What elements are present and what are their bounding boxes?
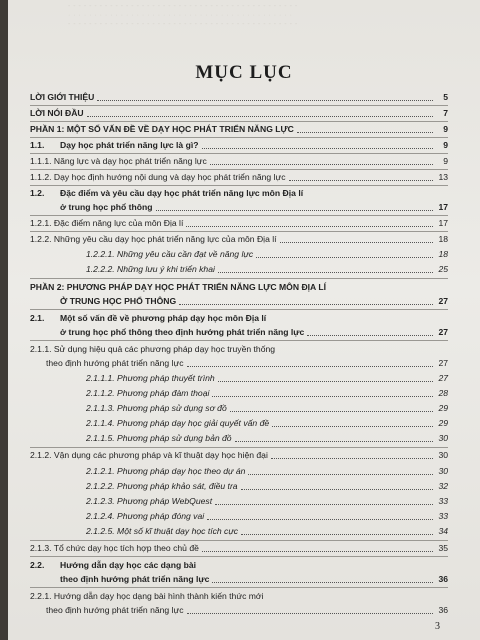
toc-entry-2-1-1-5[interactable] xyxy=(30,433,448,444)
entry-text-cont: theo định hướng phát triển năng lực xyxy=(46,605,184,615)
entry-text: 1.2.2.2. Những lưu ý khi triển khai xyxy=(86,264,215,274)
entry-page: 33 xyxy=(438,511,448,521)
entry-page: 25 xyxy=(438,264,448,274)
entry-text: 2.1.2.3. Phương pháp WebQuest xyxy=(86,496,213,506)
entry-text: Một số vấn đề về phương pháp dạy học môn Địa lí xyxy=(60,313,267,323)
entry-text: 1.2.1. Đặc điểm năng lực của môn Địa lí xyxy=(30,218,184,228)
entry-page: 36 xyxy=(438,605,448,615)
toc-title: MỤC LỤC xyxy=(195,62,293,83)
toc-entry-2-1-2-2[interactable] xyxy=(30,481,448,492)
entry-text: 1.2.2. Những yêu cầu dạy học phát triển năng lực của môn Địa lí xyxy=(30,234,277,244)
entry-text: 1.2.2.1. Những yêu cầu cần đạt về năng lực xyxy=(86,249,254,259)
toc-entry-1-1-2[interactable] xyxy=(30,172,448,183)
toc-entry-2-1-2-5[interactable] xyxy=(30,526,448,537)
toc-entry-loi-gioi-thieu[interactable] xyxy=(30,92,448,103)
toc-entry-2-1-1-2[interactable] xyxy=(30,388,448,399)
toc-entry-2-1-1-1[interactable] xyxy=(30,373,448,384)
page-number: 3 xyxy=(435,621,440,632)
entry-page: 33 xyxy=(438,496,448,506)
entry-page: 34 xyxy=(438,526,448,536)
entry-text: 1.1.2. Dạy học định hướng nội dung và dạy học phát triển năng lực xyxy=(30,172,286,182)
document-page xyxy=(8,0,480,640)
toc-entry-1-2-2-1[interactable] xyxy=(30,249,448,260)
entry-text: 2.1.2.4. Phương pháp đóng vai xyxy=(86,511,205,521)
entry-text: 2.2.1. Hướng dẫn dạy học dạng bài hình thành kiến thức mới xyxy=(30,591,264,601)
entry-text-cont: theo định hướng phát triển năng lực xyxy=(46,358,184,368)
entry-page: 18 xyxy=(438,249,448,259)
toc-entry-1-1-1[interactable] xyxy=(30,156,448,167)
toc-entry-2-2[interactable] xyxy=(30,560,448,585)
entry-text: 2.1.2.5. Một số kĩ thuật dạy học tích cực xyxy=(86,526,239,536)
toc-entry-phan-2[interactable] xyxy=(30,282,448,307)
entry-text: 2.1.1.4. Phương pháp dạy học giải quyết vấn đề xyxy=(86,418,270,428)
entry-text: LỜI NÓI ĐẦU xyxy=(30,108,84,118)
entry-text: 2.1.1.3. Phương pháp sử dụng sơ đồ xyxy=(86,403,227,413)
entry-page: 27 xyxy=(438,327,448,337)
toc-entry-loi-noi-dau[interactable] xyxy=(30,108,448,119)
toc-entry-phan-1[interactable] xyxy=(30,124,448,135)
toc-entry-2-1-2-3[interactable] xyxy=(30,496,448,507)
toc-entry-2-1-1[interactable] xyxy=(30,344,448,369)
entry-number: 2.1. xyxy=(30,313,45,323)
entry-page: 7 xyxy=(443,108,448,118)
toc-entry-2-1-3[interactable] xyxy=(30,543,448,554)
entry-text: Dạy học phát triển năng lực là gì? xyxy=(60,140,199,150)
entry-page: 9 xyxy=(443,156,448,166)
toc-entry-1-2-2-2[interactable] xyxy=(30,264,448,275)
toc-entry-1-2-1[interactable] xyxy=(30,218,448,229)
entry-page: 30 xyxy=(438,433,448,443)
entry-page: 9 xyxy=(443,124,448,134)
toc-entry-1-2[interactable] xyxy=(30,188,448,213)
entry-page: 29 xyxy=(438,418,448,428)
entry-number: 1.2. xyxy=(30,188,45,198)
entry-text: 2.1.2. Vận dụng các phương pháp và kĩ thuật dạy học hiện đại xyxy=(30,450,268,460)
entry-text: Đặc điểm và yêu cầu dạy học phát triển năng lực môn Địa lí xyxy=(60,188,304,198)
entry-page: 30 xyxy=(438,466,448,476)
entry-page: 5 xyxy=(443,92,448,102)
toc-entry-2-1-2-4[interactable] xyxy=(30,511,448,522)
entry-number: 2.2. xyxy=(30,560,45,570)
entry-text-cont: theo định hướng phát triển năng lực xyxy=(60,574,210,584)
toc-entry-2-1-2-1[interactable] xyxy=(30,466,448,477)
entry-page: 32 xyxy=(438,481,448,491)
entry-text: 2.1.1.1. Phương pháp thuyết trình xyxy=(86,373,215,383)
entry-page: 9 xyxy=(443,140,448,150)
entry-text-cont: ở trung học phổ thông xyxy=(60,202,153,212)
entry-page: 28 xyxy=(438,388,448,398)
toc-entry-2-1-2[interactable] xyxy=(30,450,448,461)
entry-text: 2.1.1.2. Phương pháp đàm thoại xyxy=(86,388,210,398)
entry-page: 29 xyxy=(438,403,448,413)
entry-text: 2.1.3. Tổ chức dạy học tích hợp theo chủ đề xyxy=(30,543,199,553)
entry-text: LỜI GIỚI THIỆU xyxy=(30,92,95,102)
entry-text: 2.1.2.1. Phương pháp dạy học theo dự án xyxy=(86,466,246,476)
entry-page: 18 xyxy=(438,234,448,244)
toc-entry-1-2-2[interactable] xyxy=(30,234,448,245)
toc-entry-1-1[interactable] xyxy=(30,140,448,151)
entry-text: PHẦN 1: MỘT SỐ VẤN ĐỀ VỀ DẠY HỌC PHÁT TRIỂN NĂNG LỰC xyxy=(30,124,294,134)
entry-text: 1.1.1. Năng lực và dạy học phát triển năng lực xyxy=(30,156,207,166)
entry-page: 17 xyxy=(438,218,448,228)
entry-text-cont: Ở TRUNG HỌC PHỔ THÔNG xyxy=(60,296,177,306)
entry-text: Hướng dẫn dạy học các dạng bài xyxy=(60,560,197,570)
entry-text: PHẦN 2: PHƯƠNG PHÁP DẠY HỌC PHÁT TRIỂN NĂNG LỰC MÔN ĐỊA LÍ xyxy=(30,282,326,292)
entry-text: 2.1.2.2. Phương pháp khảo sát, điều tra xyxy=(86,481,238,491)
entry-text: 2.1.1.5. Phương pháp sử dụng bản đồ xyxy=(86,433,232,443)
entry-page: 36 xyxy=(438,574,448,584)
toc-entry-2-2-1[interactable] xyxy=(30,591,448,616)
entry-page: 27 xyxy=(438,296,448,306)
entry-page: 27 xyxy=(438,373,448,383)
entry-text: 2.1.1. Sử dụng hiệu quả các phương pháp dạy học truyền thống xyxy=(30,344,276,354)
toc-entry-2-1-1-3[interactable] xyxy=(30,403,448,414)
entry-page: 17 xyxy=(438,202,448,212)
entry-number: 1.1. xyxy=(30,140,45,150)
entry-page: 30 xyxy=(438,450,448,460)
entry-text-cont: ở trung học phổ thông theo định hướng phát triển năng lực xyxy=(60,327,305,337)
bleed-through-text: - - - - - - - - - - - - - - - - - - - - - - - - - - - - - - - - - - - - - - - - - - - - · · · · · · · · · · · · · · · · · · · · · · · · · · · · · · · · · · · · · · · · · · · - - - - - - - - - - - - - - - - - - - - - - - - - - - - - - - - - - - - - - - - - - - - xyxy=(68,3,298,28)
toc-entry-2-1-1-4[interactable] xyxy=(30,418,448,429)
entry-page: 13 xyxy=(438,172,448,182)
entry-page: 35 xyxy=(438,543,448,553)
entry-page: 27 xyxy=(438,358,448,368)
toc-entry-2-1[interactable] xyxy=(30,313,448,338)
